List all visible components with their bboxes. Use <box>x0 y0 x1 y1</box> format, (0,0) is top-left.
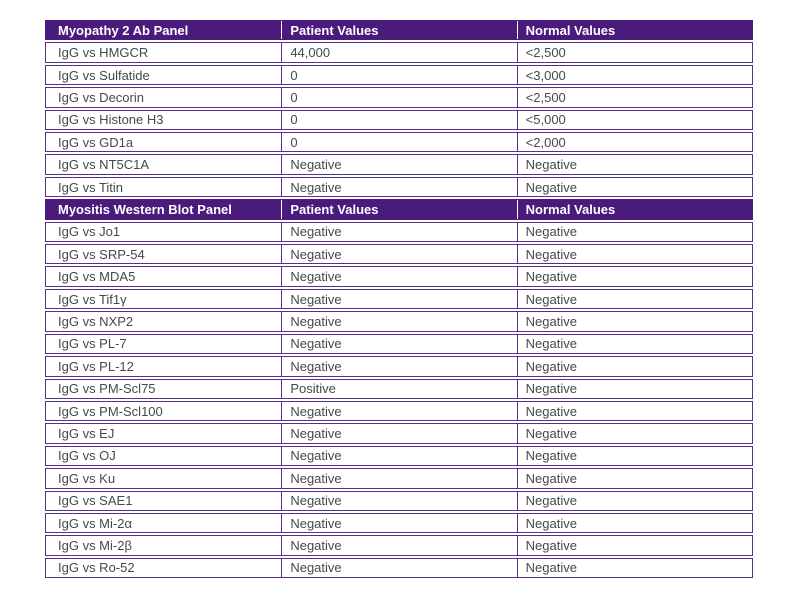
patient-value: Negative <box>281 559 516 577</box>
patient-value: Negative <box>281 178 516 196</box>
result-row <box>45 423 753 443</box>
test-name: IgG vs GD1a <box>58 134 134 150</box>
patient-value: Negative <box>281 357 516 375</box>
result-row <box>45 558 753 578</box>
test-name: IgG vs Mi-2α <box>58 515 132 531</box>
result-row <box>45 266 753 286</box>
patient-value: Negative <box>281 290 516 308</box>
normal-value: <2,000 <box>517 133 752 151</box>
result-row <box>45 177 753 197</box>
test-name: IgG vs Ku <box>58 470 116 486</box>
patient-value: Negative <box>281 223 516 241</box>
patient-value: Negative <box>281 335 516 353</box>
test-name: IgG vs OJ <box>58 448 116 464</box>
test-name: IgG vs PM-Scl75 <box>58 381 156 397</box>
normal-value: Negative <box>517 155 752 173</box>
normal-values-column-header: Normal Values <box>517 21 752 39</box>
result-row <box>45 468 753 488</box>
lab-results-table <box>45 20 753 578</box>
patient-value: Negative <box>281 155 516 173</box>
patient-value: 0 <box>281 88 516 106</box>
normal-value: <2,500 <box>517 88 752 106</box>
patient-value: Negative <box>281 424 516 442</box>
patient-value: Negative <box>281 267 516 285</box>
panel-title: Myopathy 2 Ab Panel <box>58 22 189 38</box>
test-name: IgG vs NXP2 <box>58 313 134 329</box>
normal-value: Negative <box>517 267 752 285</box>
result-row <box>45 491 753 511</box>
test-name: IgG vs SRP-54 <box>58 246 145 262</box>
test-name: IgG vs Jo1 <box>58 224 121 240</box>
patient-value: 0 <box>281 66 516 84</box>
result-row <box>45 65 753 85</box>
result-row <box>45 446 753 466</box>
test-name: IgG vs PL-12 <box>58 358 134 374</box>
normal-value: Negative <box>517 402 752 420</box>
result-row <box>45 401 753 421</box>
normal-value: Negative <box>517 492 752 510</box>
test-name: IgG vs PL-7 <box>58 336 127 352</box>
test-name: IgG vs Tif1γ <box>58 291 127 307</box>
normal-value: Negative <box>517 514 752 532</box>
patient-value: Negative <box>281 245 516 263</box>
patient-value: Positive <box>281 380 516 398</box>
test-name: IgG vs EJ <box>58 426 115 442</box>
result-row <box>45 289 753 309</box>
test-name: IgG vs SAE1 <box>58 493 133 509</box>
normal-value: Negative <box>517 312 752 330</box>
result-row <box>45 334 753 354</box>
normal-value: Negative <box>517 559 752 577</box>
patient-value: Negative <box>281 492 516 510</box>
patient-values-column-header: Patient Values <box>281 200 516 218</box>
normal-value: Negative <box>517 536 752 554</box>
patient-value: Negative <box>281 536 516 554</box>
panel-title: Myositis Western Blot Panel <box>58 201 232 217</box>
result-row <box>45 513 753 533</box>
normal-value: Negative <box>517 245 752 263</box>
test-name: IgG vs PM-Scl100 <box>58 403 163 419</box>
result-row <box>45 356 753 376</box>
result-row <box>45 110 753 130</box>
patient-value: Negative <box>281 469 516 487</box>
result-row <box>45 87 753 107</box>
test-name: IgG vs NT5C1A <box>58 157 150 173</box>
normal-value: Negative <box>517 380 752 398</box>
test-name: IgG vs HMGCR <box>58 45 149 61</box>
patient-value: 0 <box>281 133 516 151</box>
patient-value: 44,000 <box>281 43 516 61</box>
test-name: IgG vs Titin <box>58 179 124 195</box>
normal-values-column-header: Normal Values <box>517 200 752 218</box>
result-row <box>45 132 753 152</box>
test-name: IgG vs MDA5 <box>58 269 136 285</box>
normal-value: <2,500 <box>517 43 752 61</box>
patient-values-column-header: Patient Values <box>281 21 516 39</box>
panel-header-row-1 <box>45 199 753 219</box>
patient-value: Negative <box>281 514 516 532</box>
result-row <box>45 379 753 399</box>
normal-value: Negative <box>517 447 752 465</box>
test-name: IgG vs Mi-2β <box>58 538 132 554</box>
test-name: IgG vs Decorin <box>58 89 144 105</box>
patient-value: Negative <box>281 402 516 420</box>
normal-value: <3,000 <box>517 66 752 84</box>
normal-value: <5,000 <box>517 111 752 129</box>
result-row <box>45 535 753 555</box>
normal-value: Negative <box>517 290 752 308</box>
test-name: IgG vs Histone H3 <box>58 112 164 128</box>
normal-value: Negative <box>517 424 752 442</box>
test-name: IgG vs Sulfatide <box>58 67 150 83</box>
patient-value: 0 <box>281 111 516 129</box>
normal-value: Negative <box>517 469 752 487</box>
result-row <box>45 311 753 331</box>
panel-header-row-0 <box>45 20 753 40</box>
patient-value: Negative <box>281 447 516 465</box>
result-row <box>45 154 753 174</box>
result-row <box>45 244 753 264</box>
normal-value: Negative <box>517 178 752 196</box>
result-row <box>45 42 753 62</box>
result-row <box>45 222 753 242</box>
normal-value: Negative <box>517 335 752 353</box>
normal-value: Negative <box>517 223 752 241</box>
patient-value: Negative <box>281 312 516 330</box>
normal-value: Negative <box>517 357 752 375</box>
test-name: IgG vs Ro-52 <box>58 560 135 576</box>
